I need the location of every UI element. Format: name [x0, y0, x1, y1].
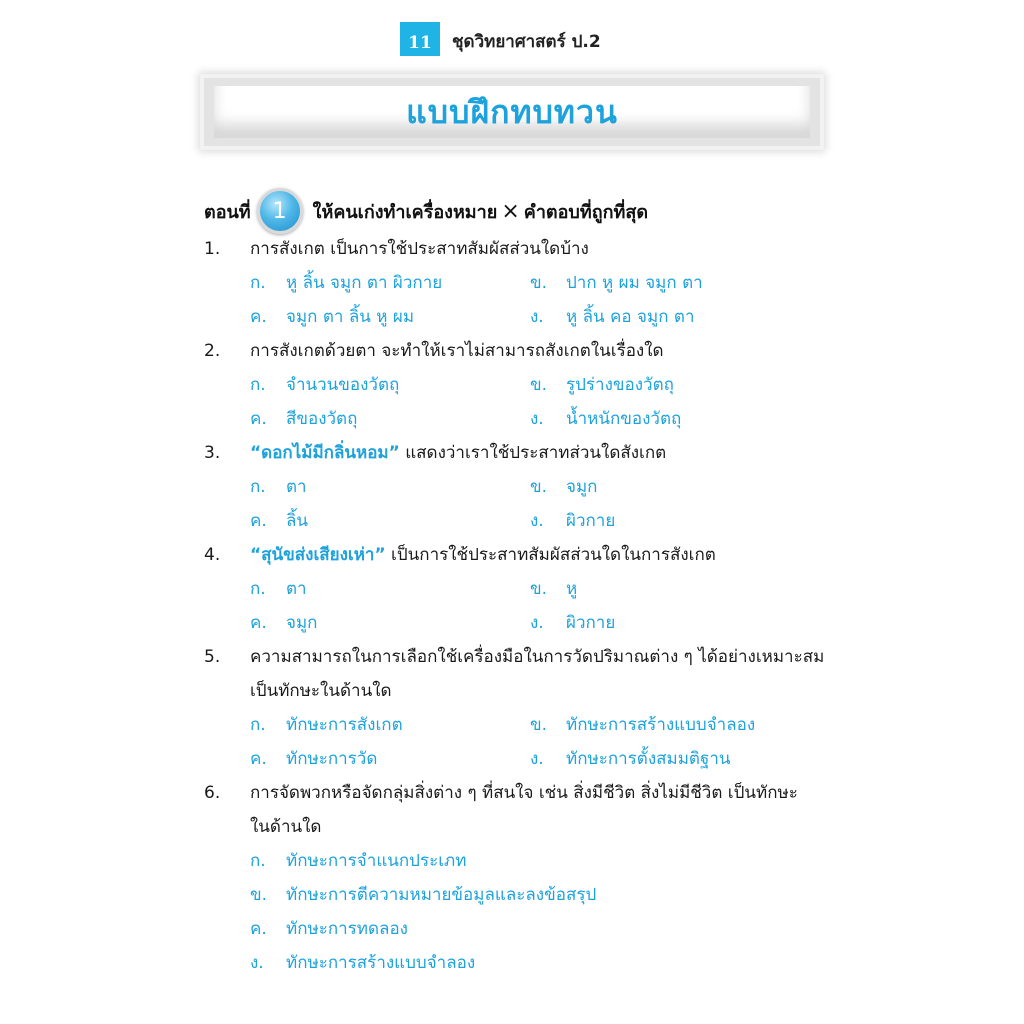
option-letter: ง. [530, 307, 544, 327]
question-text: แสดงว่าเราใช้ประสาทส่วนใดสังเกต [399, 443, 667, 463]
option-c[interactable] [250, 606, 530, 640]
option-text: ปาก หู ผม จมูก ตา [566, 273, 703, 293]
option-b[interactable] [530, 470, 810, 504]
question-text-continued: ในด้านใด [250, 817, 322, 837]
option-letter: ก. [250, 715, 266, 735]
page-title: แบบฝึกทบทวน [406, 92, 618, 131]
option-text: หู [566, 579, 578, 599]
option-c[interactable] [250, 300, 530, 334]
book-title: ชุดวิทยาศาสตร์ ป.2 [452, 32, 601, 52]
option-letter: ข. [250, 885, 268, 905]
option-text: ผิวกาย [566, 613, 616, 633]
question-6 [204, 776, 844, 980]
option-letter: ง. [250, 953, 264, 973]
question-text: การสังเกต เป็นการใช้ประสาทสัมผัสส่วนใดบ้าง [250, 239, 589, 259]
title-banner [204, 78, 820, 146]
option-letter: ข. [530, 273, 548, 293]
option-d[interactable] [530, 504, 810, 538]
option-d[interactable] [530, 402, 810, 436]
question-list [204, 232, 844, 980]
option-letter: ง. [530, 511, 544, 531]
option-text: ตา [286, 477, 307, 497]
question-text-continued: เป็นทักษะในด้านใด [250, 681, 392, 701]
option-b[interactable] [530, 266, 810, 300]
option-text: ทักษะการทดลอง [286, 919, 408, 939]
option-c[interactable] [250, 402, 530, 436]
page-number: 11 [400, 22, 440, 56]
option-letter: ค. [250, 613, 267, 633]
option-text: จมูก [286, 613, 318, 633]
question-number: 5. [204, 647, 221, 667]
question-highlight: “สุนัขส่งเสียงเห่า” [250, 545, 386, 565]
option-letter: ง. [530, 409, 544, 429]
question-text: การจัดพวกหรือจัดกลุ่มสิ่งต่าง ๆ ที่สนใจ เช่น สิ่งมีชีวิต สิ่งไม่มีชีวิต เป็นทักษะ [250, 783, 798, 803]
option-a[interactable] [250, 470, 530, 504]
option-c[interactable] [250, 504, 530, 538]
option-letter: ค. [250, 409, 267, 429]
option-b[interactable] [530, 368, 810, 402]
option-letter: ข. [530, 375, 548, 395]
option-text: ทักษะการจำแนกประเภท [286, 851, 467, 871]
option-text: ลิ้น [286, 511, 309, 531]
question-4 [204, 538, 844, 640]
option-a[interactable] [250, 708, 530, 742]
option-text: สีของวัตถุ [286, 409, 358, 429]
option-text: ทักษะการตั้งสมมติฐาน [566, 749, 731, 769]
part-label: ตอนที่ [204, 201, 251, 223]
option-a[interactable] [250, 368, 530, 402]
option-a[interactable] [250, 572, 530, 606]
instruction-text-before: ให้คนเก่งทำเครื่องหมาย [312, 201, 498, 223]
option-letter: ค. [250, 749, 267, 769]
question-number: 2. [204, 341, 221, 361]
option-letter: ก. [250, 477, 266, 497]
question-number: 6. [204, 783, 221, 803]
option-text: ตา [286, 579, 307, 599]
question-text: เป็นการใช้ประสาทสัมผัสส่วนใดในการสังเกต [385, 545, 716, 565]
option-d[interactable] [530, 300, 810, 334]
option-c[interactable] [250, 742, 530, 776]
option-letter: ก. [250, 851, 266, 871]
option-text: จำนวนของวัตถุ [286, 375, 400, 395]
option-d[interactable] [250, 946, 810, 980]
question-1 [204, 232, 844, 334]
option-text: ทักษะการสังเกต [286, 715, 403, 735]
option-letter: ก. [250, 375, 266, 395]
times-symbol-icon: × [501, 198, 520, 224]
instruction-text-after: คำตอบที่ถูกที่สุด [523, 201, 649, 223]
question-highlight: “ดอกไม้มีกลิ่นหอม” [250, 443, 400, 463]
option-text: หู ลิ้น จมูก ตา ผิวกาย [286, 273, 443, 293]
option-d[interactable] [530, 606, 810, 640]
option-letter: ก. [250, 579, 266, 599]
option-letter: ข. [530, 579, 548, 599]
option-c[interactable] [250, 912, 810, 946]
option-a[interactable] [250, 844, 810, 878]
option-text: จมูก [566, 477, 598, 497]
question-5 [204, 640, 844, 776]
option-text: ทักษะการตีความหมายข้อมูลและลงข้อสรุป [286, 885, 597, 905]
question-text: การสังเกตด้วยตา จะทำให้เราไม่สามารถสังเกตในเรื่องใด [250, 341, 664, 361]
question-3 [204, 436, 844, 538]
option-b[interactable] [530, 708, 810, 742]
option-letter: ก. [250, 273, 266, 293]
option-letter: ข. [530, 715, 548, 735]
option-text: จมูก ตา ลิ้น หู ผม [286, 307, 415, 327]
question-number: 3. [204, 443, 221, 463]
option-text: ทักษะการสร้างแบบจำลอง [286, 953, 476, 973]
option-text: ทักษะการสร้างแบบจำลอง [566, 715, 756, 735]
option-letter: ค. [250, 919, 267, 939]
option-a[interactable] [250, 266, 530, 300]
option-letter: ข. [530, 477, 548, 497]
option-b[interactable] [250, 878, 810, 912]
question-number: 1. [204, 239, 221, 259]
option-text: หู ลิ้น คอ จมูก ตา [566, 307, 695, 327]
option-d[interactable] [530, 742, 810, 776]
question-number: 4. [204, 545, 221, 565]
question-text: ความสามารถในการเลือกใช้เครื่องมือในการวัดปริมาณต่าง ๆ ได้อย่างเหมาะสม [250, 647, 825, 667]
option-text: ผิวกาย [566, 511, 616, 531]
part-number-badge: 1 [257, 188, 303, 234]
question-2 [204, 334, 844, 436]
part-instruction [204, 188, 648, 234]
option-letter: ง. [530, 749, 544, 769]
option-text: รูปร่างของวัตถุ [566, 375, 674, 395]
option-text: ทักษะการวัด [286, 749, 378, 769]
option-b[interactable] [530, 572, 810, 606]
option-text: น้ำหนักของวัตถุ [566, 409, 682, 429]
option-letter: ค. [250, 511, 267, 531]
option-letter: ค. [250, 307, 267, 327]
option-letter: ง. [530, 613, 544, 633]
